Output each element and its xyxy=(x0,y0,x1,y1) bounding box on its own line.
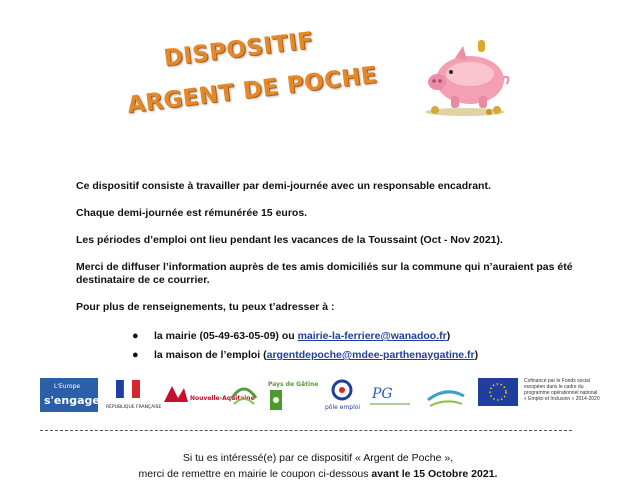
pays-de-gatine-logo xyxy=(266,378,319,412)
footer-line-1: Si tu es intéressé(e) par ce dispositif « Argent de Poche », xyxy=(182,452,454,464)
title-line-2: ARGENT DE POCHE xyxy=(125,62,379,119)
contact-list xyxy=(76,330,576,362)
svg-text:PG: PG xyxy=(372,386,393,402)
paragraph-share: Merci de diffuser l’information auprès de tes amis domiciliés sur la commune qui n’auraient pas été destinataire de ce courrier. xyxy=(76,261,573,286)
bullet-icon: ● xyxy=(132,330,139,342)
pays-gatine-text: Pays de Gâtine xyxy=(268,381,319,388)
deux-sevres-logo xyxy=(228,378,260,412)
contact-mairie-text: la mairie (05-49-63-05-09) ou xyxy=(154,330,298,342)
pole-emploi-text: pôle emploi xyxy=(325,404,361,411)
page-title xyxy=(112,0,383,139)
footer-line-2 xyxy=(0,468,636,480)
partner-logos xyxy=(40,378,600,414)
contact-maison-text: la maison de l’emploi ( xyxy=(154,349,267,361)
piggy-bank-icon xyxy=(415,38,515,118)
paragraph-contact-intro: Pour plus de renseignements, tu peux t’adresser à : xyxy=(76,301,335,313)
svg-text:s'engage: s'engage xyxy=(44,394,100,407)
contact-maison-suffix: ) xyxy=(474,349,479,361)
pole-emploi-logo xyxy=(322,378,362,412)
title-line-1: DISPOSITIF xyxy=(162,27,316,72)
list-item xyxy=(76,349,576,362)
paragraph-period: Les périodes d’emploi ont lieu pendant les vacances de la Toussaint (Oct - Nov 2021). xyxy=(76,234,503,246)
list-item xyxy=(76,330,576,343)
contact-mairie-suffix: ) xyxy=(446,330,451,342)
republique-francaise-logo xyxy=(104,378,162,412)
nouvelle-aquitaine-text: Nouvelle-Aquitaine xyxy=(190,395,255,402)
europe-logo-text: L'Europe xyxy=(54,383,81,390)
paragraph-description: Ce dispositif consiste à travailler par demi-journée avec un responsable encadrant. xyxy=(76,180,491,192)
body-text xyxy=(76,180,576,368)
bullet-icon: ● xyxy=(132,349,139,361)
eu-flag-icon xyxy=(478,378,518,412)
pdg-logo xyxy=(368,378,414,412)
mairie-email-link[interactable]: mairie-la-ferriere@wanadoo.fr xyxy=(297,330,447,342)
europe-logo xyxy=(40,378,98,412)
paragraph-pay: Chaque demi-journée est rémunérée 15 euros. xyxy=(76,207,308,219)
swoosh-logo xyxy=(424,378,468,412)
nouvelle-aquitaine-logo xyxy=(160,378,255,412)
eu-funding-text: Cofinancé par le Fonds social européen dans le cadre du programme opérationnel national « Emploi et Inclusion » 2014-2020 xyxy=(524,378,600,402)
footer-line-2-text: merci de remettre en mairie le coupon ci-dessous xyxy=(138,468,372,480)
footer-deadline: avant le 15 Octobre 2021. xyxy=(371,468,498,480)
maison-emploi-email-link[interactable]: argentdepoche@mdee-parthenaygatine.fr xyxy=(266,349,475,361)
republique-logo-text: RÉPUBLIQUE FRANÇAISE xyxy=(106,405,162,410)
cut-line-divider xyxy=(40,430,572,431)
